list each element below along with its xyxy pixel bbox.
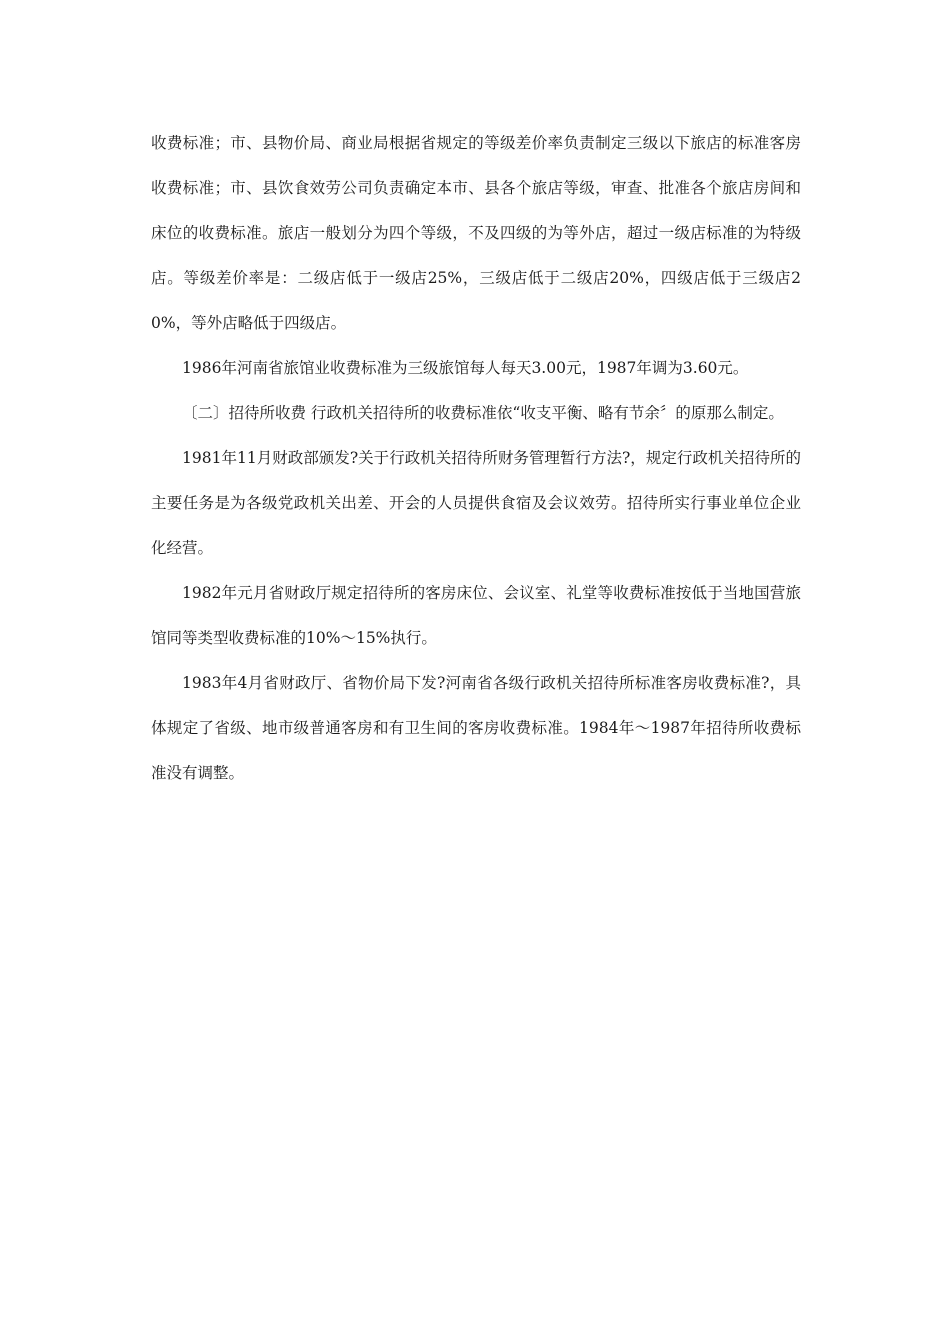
- paragraph-1981-finance-ministry: 1981年11月财政部颁发?关于行政机关招待所财务管理暂行方法?，规定行政机关招待所的主要任务是为各级党政机关出差、开会的人员提供食宿及会议效劳。招待所实行事业单位企业化经营。: [151, 449, 801, 557]
- paragraph-1986-hotel-fees: 1986年河南省旅馆业收费标准为三级旅馆每人每天3.00元，1987年调为3.60元。: [182, 359, 749, 377]
- paragraph-guesthouse-fees-heading: 〔二〕招待所收费 行政机关招待所的收费标准依“收支平衡、略有节余〞的原那么制定。: [182, 404, 784, 422]
- paragraph-fee-standard-responsibilities: 收费标准；市、县物价局、商业局根据省规定的等级差价率负责制定三级以下旅店的标准客房收费标准；市、县饮食效劳公司负责确定本市、县各个旅店等级，审查、批准各个旅店房间和床位的收费标准。旅店一般划分为四个等级，不及四级的为等外店，超过一级店标准的为特级店。等级差价率是：二级店低于一级店25%，三级店低于二级店20%，四级店低于三级店20%，等外店略低于四级店。: [151, 134, 801, 332]
- paragraph-1983-price-bureau: 1983年4月省财政厅、省物价局下发?河南省各级行政机关招待所标准客房收费标准?，具体规定了省级、地市级普通客房和有卫生间的客房收费标准。1984年～1987年招待所收费标准没有调整。: [151, 674, 801, 782]
- paragraph-1982-finance-dept: 1982年元月省财政厅规定招待所的客房床位、会议室、礼堂等收费标准按低于当地国营旅馆同等类型收费标准的10%～15%执行。: [151, 584, 801, 647]
- document-body: [151, 121, 801, 796]
